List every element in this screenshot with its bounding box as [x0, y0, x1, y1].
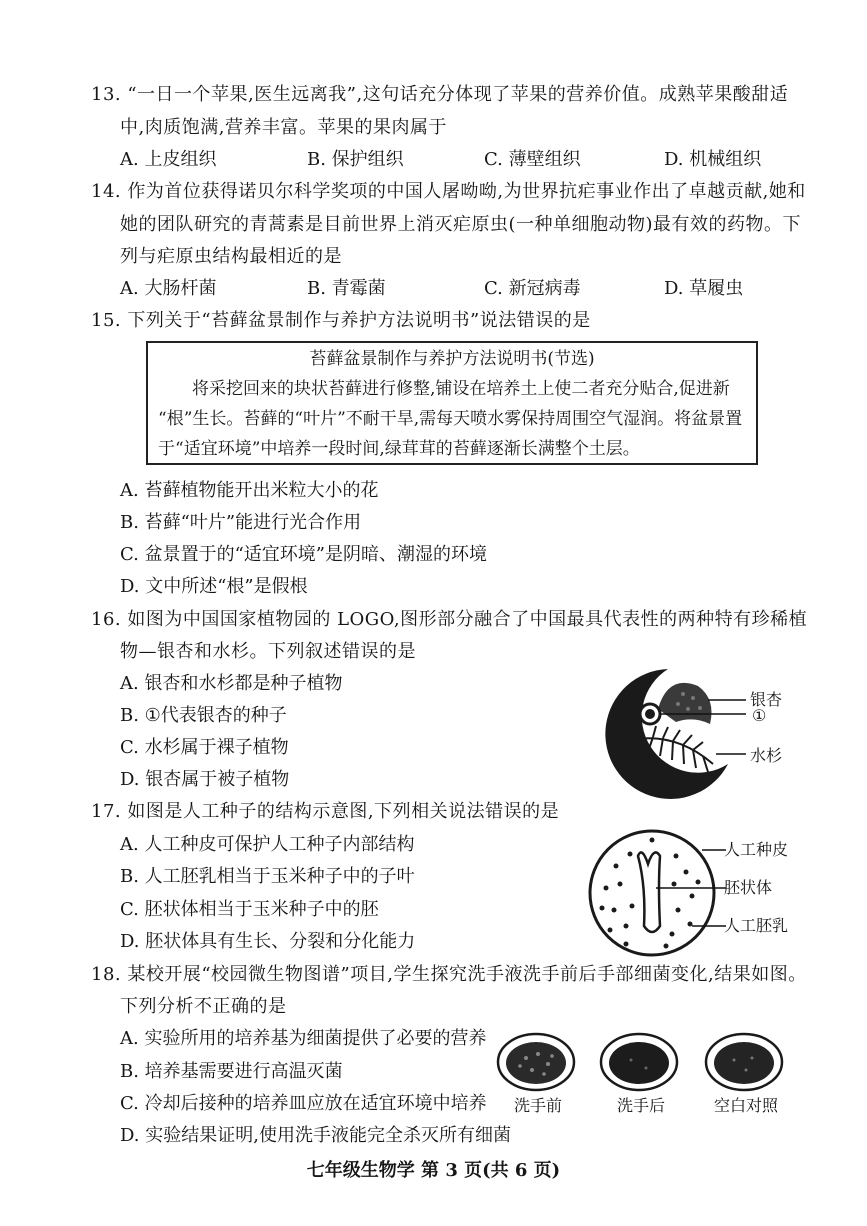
q15-box-line-2: “根”生长。苔藓的“叶片”不耐干旱,需每天喷水雾保持周围空气湿润。将盆景置 — [158, 409, 743, 429]
q15-box-line-3: 于“适宜环境”中培养一段时间,绿茸茸的苔藓逐渐长满整个土层。 — [158, 439, 640, 459]
metasequoia-label: 水杉 — [750, 746, 783, 765]
q16-stem-line-2: 物—银杏和水杉。下列叙述错误的是 — [120, 641, 416, 662]
q16-option-d: D. 银杏属于被子植物 — [120, 769, 290, 790]
q15-option-c: C. 盆景置于的“适宜环境”是阴暗、潮湿的环境 — [120, 544, 487, 565]
q13-option-b: B. 保护组织 — [307, 149, 404, 170]
ginkgo-label: 银杏 — [750, 690, 783, 709]
q18-stem-line-1: 18. 某校开展“校园微生物图谱”项目,学生探究洗手液洗手前后手部细菌变化,结果如图。 — [91, 964, 807, 985]
q15-excerpt-box — [146, 341, 758, 465]
petri-dish-blank-control — [706, 1034, 782, 1090]
q16-option-c: C. 水杉属于裸子植物 — [120, 737, 289, 758]
embryoid-label: 胚状体 — [724, 878, 773, 897]
q13-option-c: C. 薄壁组织 — [484, 149, 581, 170]
q17-stem-line-1: 17. 如图是人工种子的结构示意图,下列相关说法错误的是 — [91, 801, 560, 822]
dish-label-after: 洗手后 — [616, 1096, 665, 1115]
q15-option-d: D. 文中所述“根”是假根 — [120, 576, 308, 597]
q14-stem-line-2: 她的团队研究的青蒿素是目前世界上消灭疟原虫(一种单细胞动物)最有效的药物。下 — [120, 214, 802, 235]
q13-option-a: A. 上皮组织 — [120, 149, 217, 170]
q18-option-c: C. 冷却后接种的培养皿应放在适宜环境中培养 — [120, 1093, 487, 1114]
q17-option-c: C. 胚状体相当于玉米种子中的胚 — [120, 899, 379, 920]
q14-stem-line-3: 列与疟原虫结构最相近的是 — [120, 246, 342, 267]
q15-box-title: 苔藓盆景制作与养护方法说明书(节选) — [309, 349, 595, 369]
q13-stem-line-1: 13. “一日一个苹果,医生远离我”,这句话充分体现了苹果的营养价值。成熟苹果酸甜适 — [91, 84, 789, 105]
q18-option-d: D. 实验结果证明,使用洗手液能完全杀灭所有细菌 — [120, 1125, 511, 1146]
q14-option-c: C. 新冠病毒 — [484, 278, 581, 299]
q14-option-b: B. 青霉菌 — [307, 278, 386, 299]
q15-option-a: A. 苔藓植物能开出米粒大小的花 — [120, 480, 379, 501]
q17-option-a: A. 人工种皮可保护人工种子内部结构 — [120, 834, 415, 855]
botanical-garden-logo-figure — [598, 664, 748, 804]
q13-option-d: D. 机械组织 — [664, 149, 762, 170]
q16-option-a: A. 银杏和水杉都是种子植物 — [120, 673, 343, 694]
petri-dish-before-washing — [498, 1034, 574, 1090]
artificial-endosperm-label: 人工胚乳 — [724, 916, 789, 935]
q18-option-a: A. 实验所用的培养基为细菌提供了必要的营养 — [120, 1028, 487, 1049]
artificial-seed-figure — [586, 826, 726, 960]
page-footer: 七年级生物学 第 3 页(共 6 页) — [306, 1160, 561, 1181]
dish-label-before: 洗手前 — [513, 1096, 562, 1115]
q18-stem-line-2: 下列分析不正确的是 — [120, 996, 287, 1017]
q18-option-b: B. 培养基需要进行高温灭菌 — [120, 1061, 343, 1082]
petri-dish-figure — [496, 1030, 786, 1094]
q15-stem-line-1: 15. 下列关于“苔藓盆景制作与养护方法说明书”说法错误的是 — [91, 310, 591, 331]
seed-number-label: ① — [752, 706, 767, 725]
ginkgo-leaf-shape — [658, 683, 712, 724]
q16-stem-line-1: 16. 如图为中国国家植物园的 LOGO,图形部分融合了中国最具代表性的两种特有珍稀植 — [91, 609, 808, 630]
q16-option-b: B. ①代表银杏的种子 — [120, 705, 287, 726]
q13-stem-line-2: 中,肉质饱满,营养丰富。苹果的果肉属于 — [120, 117, 447, 138]
q17-option-b: B. 人工胚乳相当于玉米种子中的子叶 — [120, 866, 415, 887]
q17-option-d: D. 胚状体具有生长、分裂和分化能力 — [120, 931, 416, 952]
q15-option-b: B. 苔藓“叶片”能进行光合作用 — [120, 512, 362, 533]
q15-box-line-1: 将采挖回来的块状苔藓进行修整,铺设在培养土上使二者充分贴合,促进新 — [192, 379, 730, 399]
dish-label-control: 空白对照 — [713, 1096, 778, 1115]
petri-dish-after-washing — [601, 1034, 677, 1090]
logo-crescent-shape — [605, 669, 728, 799]
q14-option-d: D. 草履虫 — [664, 278, 744, 299]
artificial-seed-coat-label: 人工种皮 — [724, 840, 789, 859]
q14-stem-line-1: 14. 作为首位获得诺贝尔科学奖项的中国人屠呦呦,为世界抗疟事业作出了卓越贡献,她和 — [91, 181, 806, 202]
q14-option-a: A. 大肠杆菌 — [120, 278, 217, 299]
